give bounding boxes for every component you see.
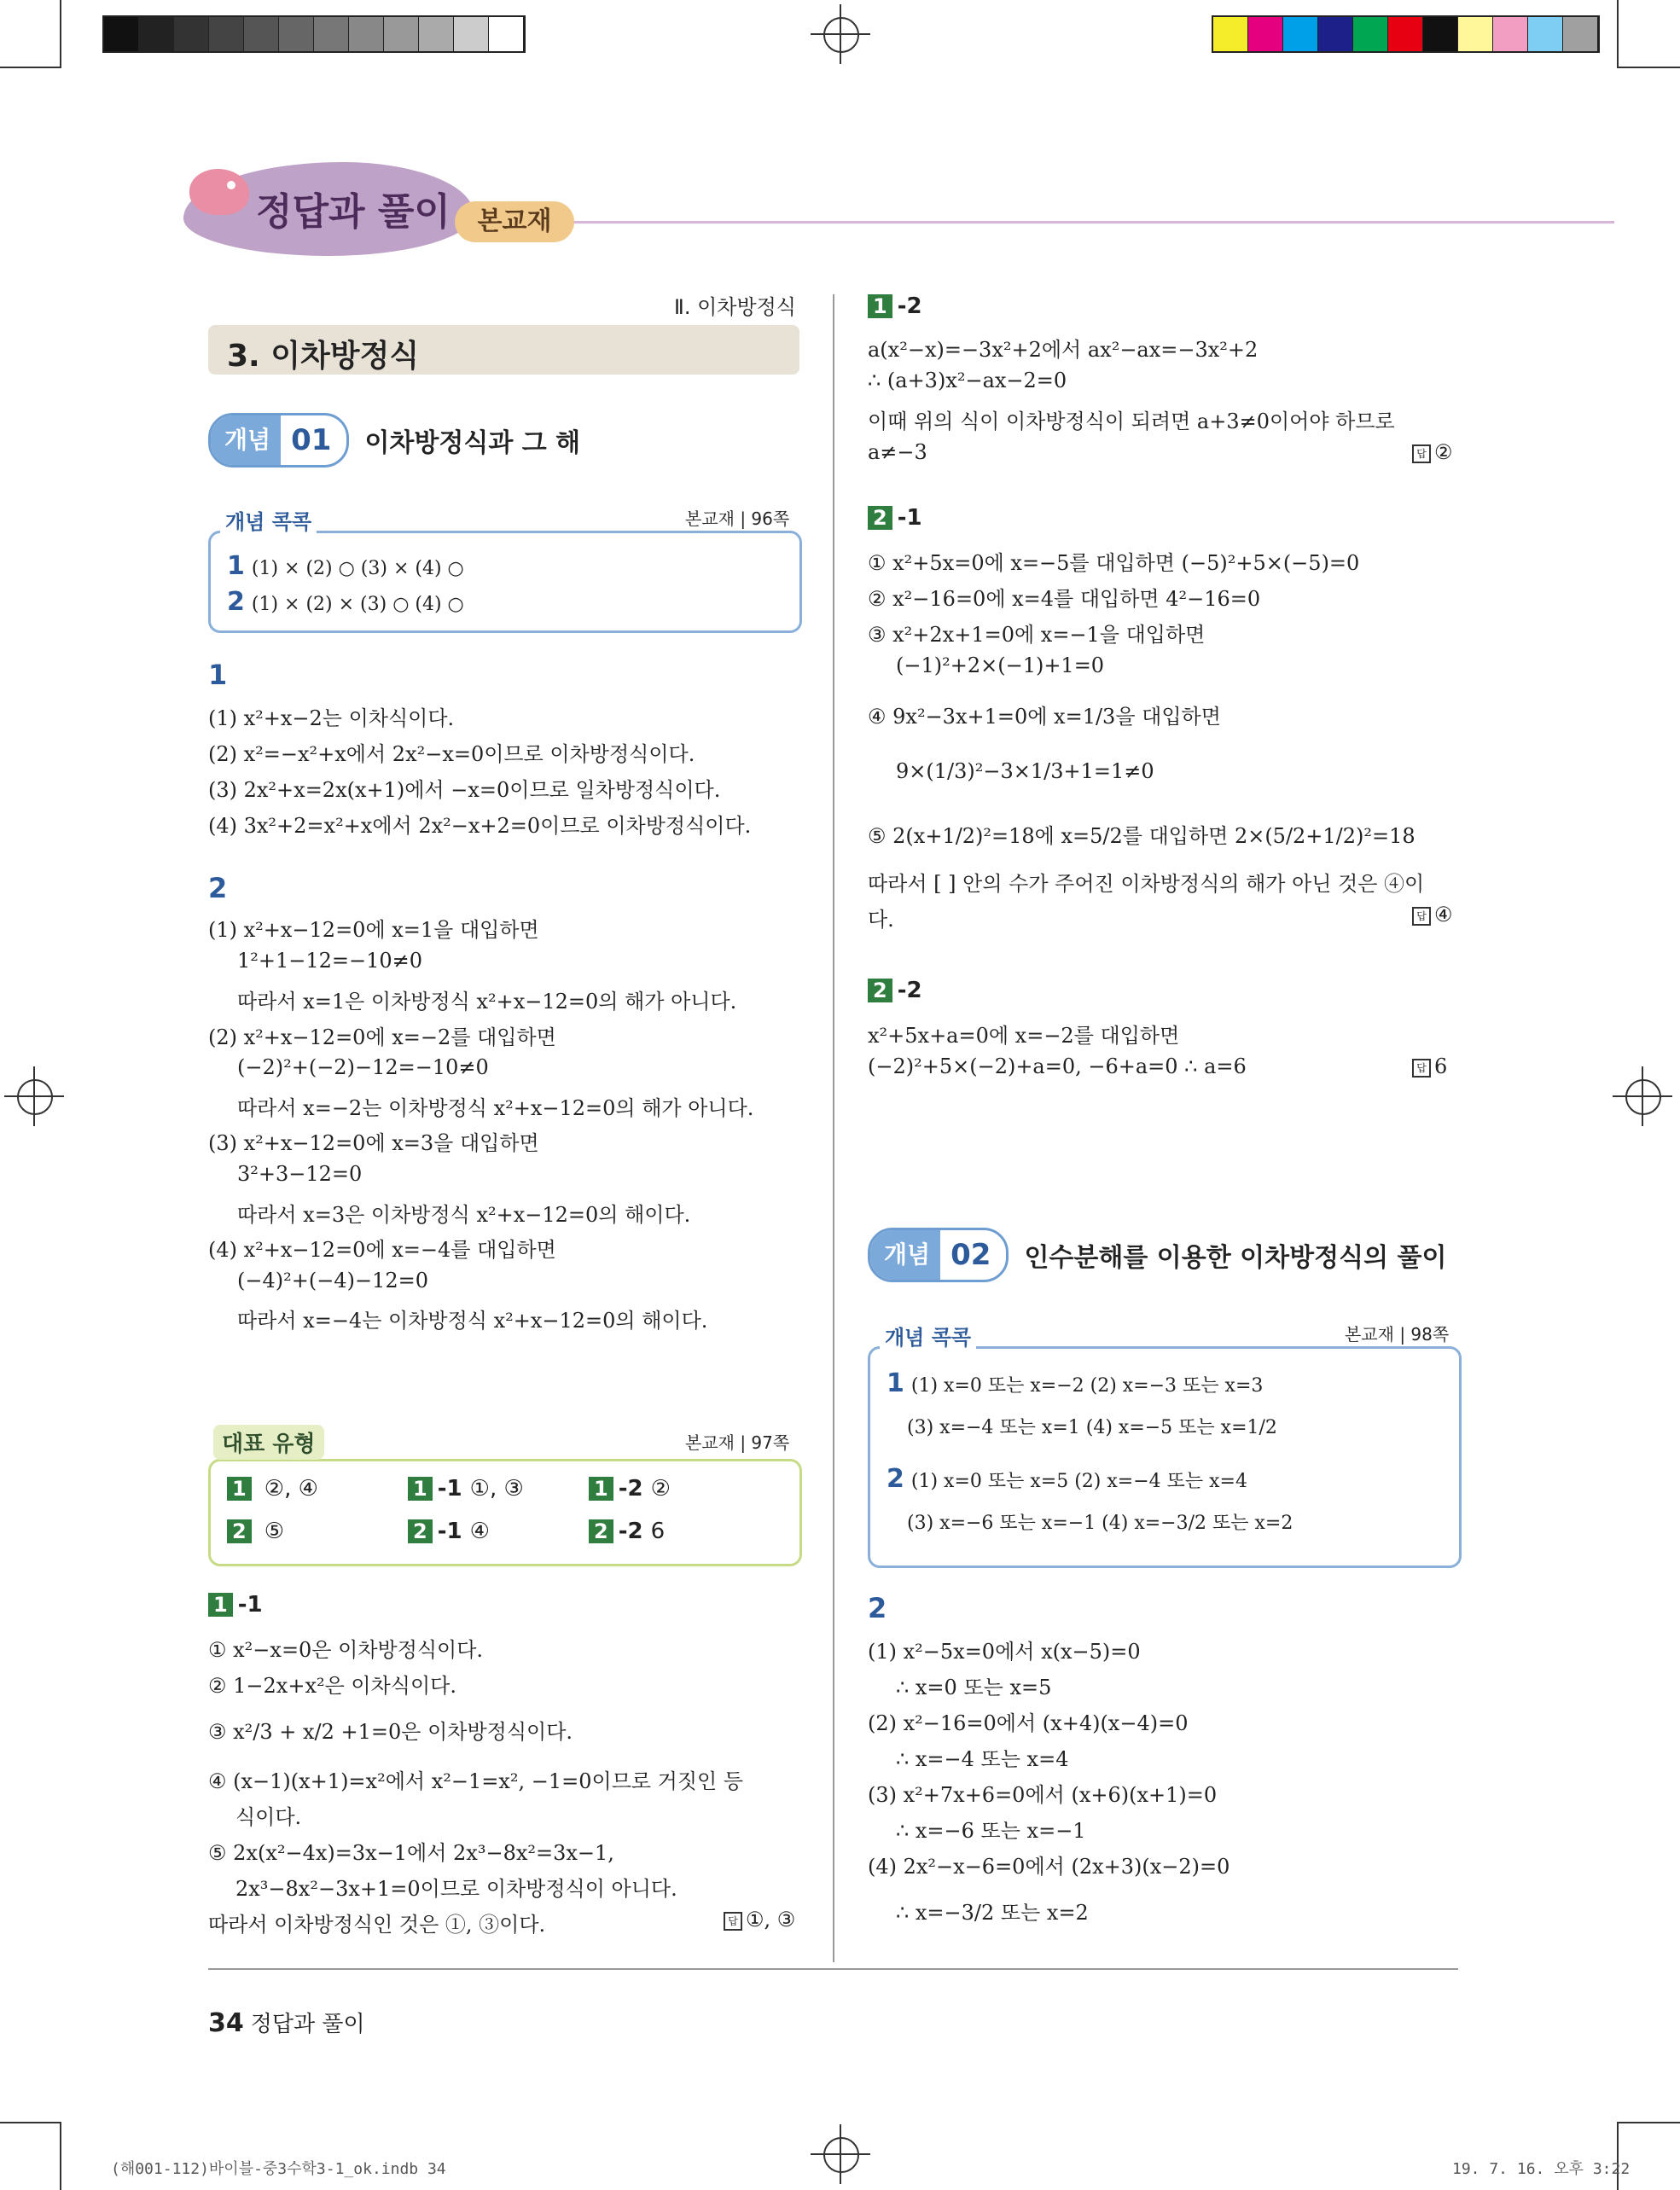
chapter-title: 3. 이차방정식	[227, 339, 420, 374]
registration-mark-left	[4, 1066, 64, 1126]
solution-line: (1) x²−5x=0에서 x(x−5)=0	[868, 1640, 1141, 1664]
question-head: 1 -1	[208, 1592, 263, 1618]
solution-line: 따라서 [ ] 안의 수가 주어진 이차방정식의 해가 아닌 것은 ④이	[868, 872, 1425, 896]
header-tag: 본교재	[455, 201, 574, 242]
concept-title: 인수분해를 이용한 이차방정식의 풀이	[1024, 1243, 1447, 1273]
rep-tab: 대표 유형	[213, 1425, 324, 1460]
color-swatch	[104, 17, 139, 51]
slug-time: 19. 7. 16. 오후 3:22	[1452, 2160, 1631, 2178]
color-swatch	[454, 17, 489, 51]
answer: 답 ①, ③	[724, 1908, 795, 1931]
color-swatch	[1353, 17, 1388, 51]
solution-line: 따라서 x=3은 이차방정식 x²+x−12=0의 해이다.	[237, 1203, 691, 1227]
solution-line: ∴ x=−3/2 또는 x=2	[896, 1901, 1089, 1925]
concept-01-header	[208, 415, 580, 465]
solution-line: (4) 2x²−x−6=0에서 (2x+3)(x−2)=0	[868, 1855, 1230, 1879]
box-ref: 본교재 | 98쪽	[1345, 1324, 1450, 1345]
solution-line: 2x³−8x²−3x+1=0이므로 이차방정식이 아니다.	[235, 1877, 677, 1901]
header-rule	[452, 221, 1614, 224]
column-divider	[833, 294, 834, 1962]
color-swatch	[419, 17, 454, 51]
crop-mark	[1619, 67, 1680, 68]
crop-mark	[0, 67, 60, 68]
box-row: 1 (1) x=0 또는 x=−2 (2) x=−3 또는 x=3	[887, 1368, 1264, 1398]
section-label: Ⅱ. 이차방정식	[674, 295, 796, 319]
grayscale-bar	[102, 15, 526, 53]
color-swatch	[349, 17, 384, 51]
crop-mark	[1619, 2122, 1680, 2123]
color-swatch	[139, 17, 174, 51]
slug-file: (해001-112)바이블-중3수학3-1_ok.indb 34	[111, 2160, 446, 2178]
solution-line: (2) x²=−x²+x에서 2x²−x=0이므로 이차방정식이다.	[208, 742, 695, 766]
solution-line: (−1)²+2×(−1)+1=0	[896, 654, 1105, 677]
box-row: (3) x=−4 또는 x=1 (4) x=−5 또는 x=1/2	[907, 1417, 1277, 1438]
color-swatch	[314, 17, 349, 51]
solution-line: (4) x²+x−12=0에 x=−4를 대입하면	[208, 1238, 556, 1262]
rep-ref: 본교재 | 97쪽	[685, 1432, 790, 1453]
solution-line: ④ 9x²−3x+1=0에 x=1/3을 대입하면	[868, 705, 1221, 729]
solution-line: ③ x²/3 + x/2 +1=0은 이차방정식이다.	[208, 1720, 573, 1744]
color-swatch	[1528, 17, 1563, 51]
solution-line: (3) x²+x−12=0에 x=3을 대입하면	[208, 1131, 539, 1155]
footer-rule	[208, 1968, 1458, 1970]
solution-line: ∴ x=−6 또는 x=−1	[896, 1819, 1086, 1843]
box-tab: 개념 콕콕	[220, 505, 317, 535]
color-swatch	[1458, 17, 1493, 51]
solution-number: 1	[208, 659, 228, 691]
solution-number: 2	[208, 872, 228, 904]
registration-mark-right	[1613, 1066, 1672, 1126]
crop-mark	[0, 2122, 60, 2123]
registration-mark-bottom	[811, 2124, 870, 2184]
answer: 답 ②	[1412, 440, 1453, 464]
solution-line: (3) x²+7x+6=0에서 (x+6)(x+1)=0	[868, 1783, 1218, 1807]
rep-cell: 2 -2 6	[589, 1519, 665, 1544]
color-swatch	[1423, 17, 1458, 51]
box-row: 2 (1) x=0 또는 x=5 (2) x=−4 또는 x=4	[887, 1464, 1247, 1494]
concept-number: 02	[950, 1238, 991, 1272]
solution-line: (4) 3x²+2=x²+x에서 2x²−x+2=0이므로 이차방정식이다.	[208, 814, 752, 838]
color-swatch	[279, 17, 314, 51]
crop-mark	[60, 0, 61, 68]
box-row: 1 (1) × (2) ○ (3) × (4) ○	[227, 551, 464, 581]
color-swatch	[174, 17, 209, 51]
question-head: 2 -1	[868, 505, 922, 531]
concept-label: 개념	[870, 1230, 940, 1280]
color-swatch	[1248, 17, 1283, 51]
concept-check-box-1	[208, 531, 802, 633]
answer: 답 6	[1412, 1054, 1447, 1078]
color-swatch	[244, 17, 279, 51]
solution-line: ∴ x=−4 또는 x=4	[896, 1747, 1069, 1771]
concept-label: 개념	[211, 415, 281, 465]
solution-line: x²+5x+a=0에 x=−2를 대입하면	[868, 1024, 1180, 1048]
solution-line: 따라서 x=1은 이차방정식 x²+x−12=0의 해가 아니다.	[237, 990, 737, 1014]
color-swatch	[489, 17, 524, 51]
solution-line: 다.	[868, 908, 894, 932]
solution-line: (1) x²+x−2는 이차식이다.	[208, 706, 455, 730]
solution-line: ∴ (a+3)x²−ax−2=0	[868, 369, 1067, 392]
question-head: 1 -2	[868, 293, 922, 319]
solution-line: 1²+1−12=−10≠0	[237, 949, 423, 973]
solution-line: (2) x²+x−12=0에 x=−2를 대입하면	[208, 1025, 556, 1049]
box-row: 2 (1) × (2) × (3) ○ (4) ○	[227, 587, 464, 617]
solution-line: ∴ x=0 또는 x=5	[896, 1676, 1052, 1699]
box-ref: 본교재 | 96쪽	[685, 508, 790, 529]
dolphin-icon	[189, 169, 249, 215]
chapter-title-bar	[208, 325, 799, 375]
header-title: 정답과 풀이	[256, 190, 451, 234]
rep-cell: 1 ②, ④	[227, 1476, 318, 1502]
solution-line: a(x²−x)=−3x²+2에서 ax²−ax=−3x²+2	[868, 338, 1259, 362]
representative-type-box	[208, 1459, 802, 1566]
solution-line: ④ (x−1)(x+1)=x²에서 x²−1=x², −1=0이므로 거짓인 등	[208, 1769, 744, 1793]
answer: 답 ④	[1412, 903, 1453, 927]
solution-line: 따라서 x=−4는 이차방정식 x²+x−12=0의 해이다.	[237, 1309, 708, 1333]
solution-number: 2	[868, 1592, 887, 1624]
solution-line: (−2)²+5×(−2)+a=0, −6+a=0 ∴ a=6	[868, 1054, 1247, 1078]
solution-line: 따라서 x=−2는 이차방정식 x²+x−12=0의 해가 아니다.	[237, 1096, 754, 1120]
crop-mark	[60, 2122, 61, 2190]
solution-line: ⑤ 2(x+1/2)²=18에 x=5/2를 대입하면 2×(5/2+1/2)²=18	[868, 824, 1416, 848]
solution-line: ③ x²+2x+1=0에 x=−1을 대입하면	[868, 623, 1206, 647]
crop-mark	[1617, 0, 1619, 68]
page-footer	[208, 2007, 365, 2038]
page-number: 34	[208, 2008, 244, 2038]
box-row: (3) x=−6 또는 x=−1 (4) x=−3/2 또는 x=2	[907, 1513, 1293, 1534]
solution-line: 이때 위의 식이 이차방정식이 되려면 a+3≠0이어야 하므로	[868, 410, 1395, 433]
footer-label: 정답과 풀이	[250, 2012, 365, 2037]
solution-line: ② 1−2x+x²은 이차식이다.	[208, 1674, 456, 1698]
solution-line: (−2)²+(−2)−12=−10≠0	[237, 1055, 489, 1079]
color-swatch	[1318, 17, 1353, 51]
solution-line: ⑤ 2x(x²−4x)=3x−1에서 2x³−8x²=3x−1,	[208, 1841, 614, 1865]
solution-line: 따라서 이차방정식인 것은 ①, ③이다.	[208, 1913, 546, 1937]
concept-title: 이차방정식과 그 해	[364, 428, 581, 458]
concept-02-header	[868, 1230, 1446, 1280]
color-swatch	[384, 17, 419, 51]
solution-line: 9×(1/3)²−3×1/3+1=1≠0	[896, 759, 1154, 783]
color-swatch	[1493, 17, 1528, 51]
registration-mark-top	[811, 4, 870, 64]
color-swatch	[209, 17, 244, 51]
crop-mark	[1617, 2122, 1619, 2190]
color-swatch	[1563, 17, 1598, 51]
solution-line: (3) 2x²+x=2x(x+1)에서 −x=0이므로 일차방정식이다.	[208, 778, 721, 802]
rep-cell: 1 -1 ①, ③	[408, 1476, 524, 1502]
solution-line: 식이다.	[235, 1805, 302, 1829]
box-tab: 개념 콕콕	[880, 1321, 976, 1351]
color-swatch	[1388, 17, 1423, 51]
process-color-bar	[1212, 15, 1600, 53]
rep-cell: 2 -1 ④	[408, 1519, 490, 1544]
solution-line: ② x²−16=0에 x=4를 대입하면 4²−16=0	[868, 587, 1261, 611]
color-swatch	[1283, 17, 1318, 51]
rep-cell: 1 -2 ②	[589, 1476, 671, 1502]
solution-line: (2) x²−16=0에서 (x+4)(x−4)=0	[868, 1711, 1189, 1735]
solution-line: 3²+3−12=0	[237, 1162, 363, 1186]
color-swatch	[1213, 17, 1248, 51]
solution-line: ① x²−x=0은 이차방정식이다.	[208, 1638, 484, 1662]
solution-line: (1) x²+x−12=0에 x=1을 대입하면	[208, 918, 539, 942]
concept-number: 01	[291, 423, 332, 457]
solution-line: ① x²+5x=0에 x=−5를 대입하면 (−5)²+5×(−5)=0	[868, 551, 1360, 575]
rep-cell: 2 ⑤	[227, 1519, 284, 1544]
solution-line: a≠−3	[868, 440, 927, 464]
solution-line: (−4)²+(−4)−12=0	[237, 1269, 428, 1293]
question-head: 2 -2	[868, 978, 922, 1003]
